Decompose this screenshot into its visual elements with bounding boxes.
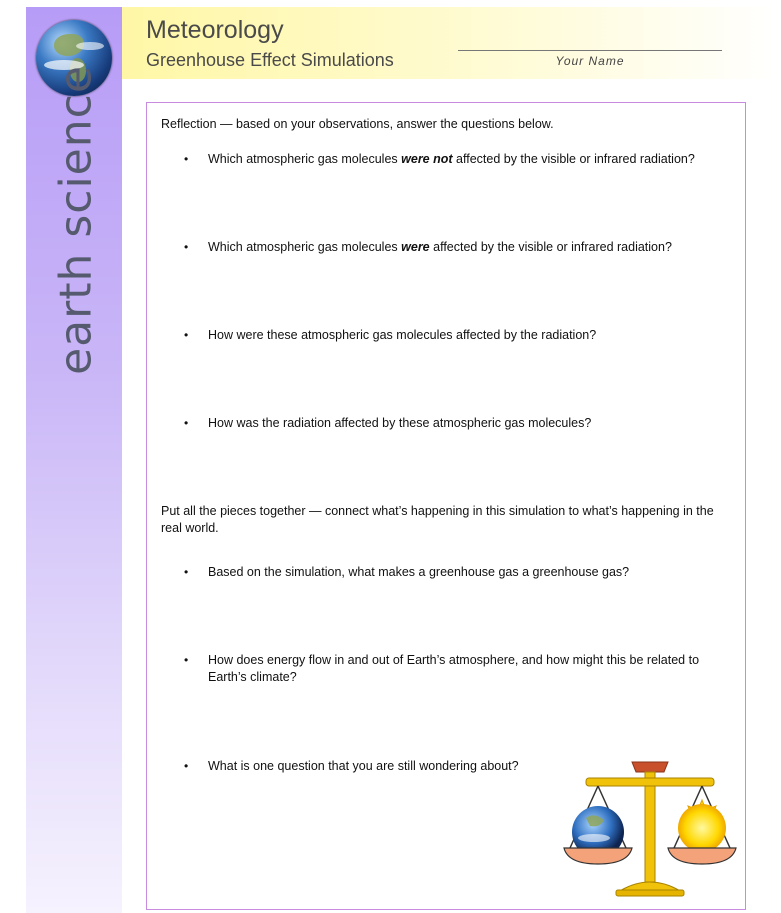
question-5: Based on the simulation, what makes a greenhouse gas a greenhouse gas? [208,565,630,579]
question-4: How was the radiation affected by these atmospheric gas molecules? [208,416,592,430]
bullet-icon: • [184,328,189,342]
question-7: What is one question that you are still wondering about? [208,759,519,773]
bullet-icon: • [184,653,189,667]
page-subtitle: Greenhouse Effect Simulations [146,50,394,70]
bullet-icon: • [184,565,189,579]
name-label: Your Name [555,54,625,68]
question-2: Which atmospheric gas molecules were affected by the visible or infrared radiation? [208,240,672,254]
question-1: Which atmospheric gas molecules were not affected by the visible or infrared radiation? [208,152,695,166]
bullet-icon: • [184,152,189,166]
bullet-icon: • [184,416,189,430]
sidebar-label: earth science [50,65,102,375]
pieces-intro: Put all the pieces together — connect what’s happening in this simulation to what’s happening in the real world. [161,504,714,535]
bullet-icon: • [184,759,189,773]
bullet-icon: • [184,240,189,254]
question-6: How does energy flow in and out of Earth’s atmosphere, and how might this be related to Earth’s climate? [208,653,700,684]
reflection-intro: Reflection — based on your observations, answer the questions below. [161,117,554,131]
name-line[interactable] [458,50,722,51]
question-3: How were these atmospheric gas molecules affected by the radiation? [208,328,597,342]
balance-scale-icon [560,750,740,900]
page-title: Meteorology [146,16,284,44]
